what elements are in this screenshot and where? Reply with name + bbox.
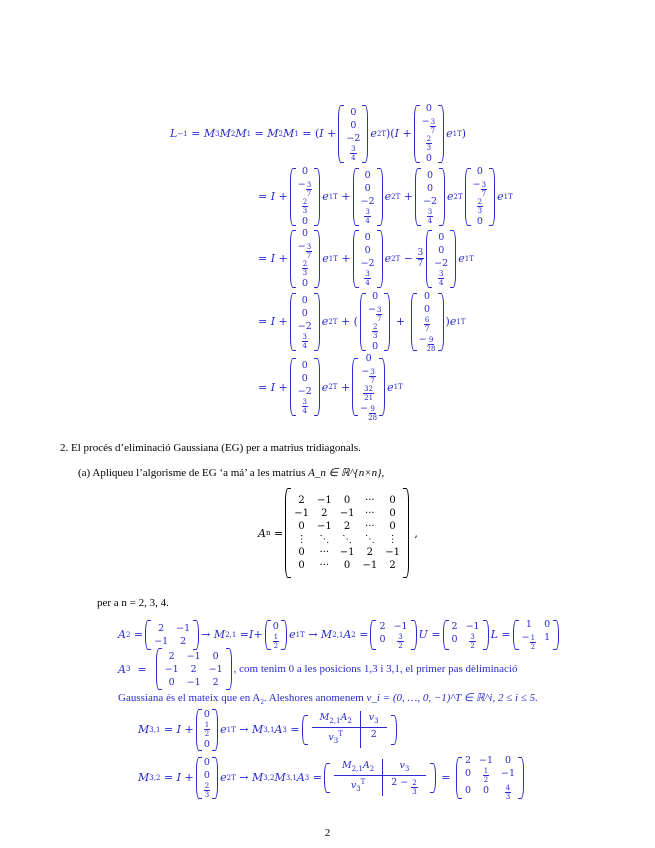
derivation-line-5: = I + 0 0 −2 $\frac{3}{4}$ e 2 T + 0 − $\frac{3}{7}$ $\frac{32}{21}$ − $\frac{9}{28}$ e 1 T xyxy=(258,353,403,422)
page-number: 2 xyxy=(324,827,331,839)
matrix-An-cell: 0 xyxy=(343,495,351,506)
item-2a-text: Apliqueu l’algorisme de EG ‘a má’ a les matrius xyxy=(92,467,306,479)
derivation-line-3: = I + 0 − $\frac{3}{7}$ $\frac{2}{3}$ 0 e 1 T + 0 0 −2 $\frac{3}{4}$ e 2 T − $\frac{3}{7}$ 0 0 −2 $\frac{3}{4}$ e 1 T xyxy=(258,228,474,289)
item-2a xyxy=(78,466,638,479)
solution-A3-line: A 3 = 2 −1 0 −1 2 −1 0 −1 2 , com tenim 0 a les posicions 1,3 i 3,1, el primer pas dèliminació xyxy=(118,648,517,690)
A3-text-3: . Aleshores anomenem xyxy=(263,692,364,704)
matrix-An-cell: −1 xyxy=(294,508,309,519)
item-2 xyxy=(60,442,620,454)
matrix-An-cell: −1 xyxy=(316,495,332,506)
for-n-line: per a n = 2, 3, 4. xyxy=(97,597,169,609)
A3-continuation: Gaussiana és el mateix que en $A_2$. Aleshores anomenem v_i = (0, …, 0, −1)^T ∈ ℝ^i, 2 ≤ i ≤ 5. xyxy=(118,692,538,707)
matrix-An-cell: ··· xyxy=(319,560,330,571)
derivation-line-4: = I + 0 0 −2 $\frac{3}{4}$ e 2 T + ( 0 − $\frac{3}{7}$ $\frac{2}{3}$ 0 + 0 0 $\frac{6}{7}$ − $\frac{9}{28}$ ) e 1 T xyxy=(258,291,466,353)
matrix-An-cell: ··· xyxy=(365,508,375,519)
matrix-An-cell: −1 xyxy=(385,547,400,558)
matrix-An-display: A n = 2 −1 0 ··· 0 −1 2 −1 ··· 0 0 −1 2 ··· 0 ⋮ ⋱ ⋱ ⋱ ⋮ 0 ··· −1 2 −1 0 ··· 0 −1 2 , xyxy=(258,488,418,578)
matrix-An-cell: 2 xyxy=(366,547,373,558)
matrix-An-cell: 0 xyxy=(298,521,305,532)
matrix-An-cell: ⋱ xyxy=(342,534,353,545)
matrix-An-cell: 2 xyxy=(343,521,351,532)
item-2a-math: A_n ∈ ℝ^{n×n}, xyxy=(308,467,385,479)
derivation-line-1: L −1 = M 3 M 2 M 1 = M 2 M 1 = ( I + 0 0 −2 $\frac{3}{4}$ e 2 T )( I + 0 − $\frac{3}{7}$ $\frac{2}{3}$ 0 e 1 T ) xyxy=(170,103,467,164)
item-2a-label: (a) xyxy=(78,467,91,479)
derivation-line-2: = I + 0 − $\frac{3}{7}$ $\frac{2}{3}$ 0 e 1 T + 0 0 −2 $\frac{3}{4}$ e 2 T + 0 0 −2 $\frac{3}{4}$ e 2 T 0 − $\frac{3}{7}$ $\frac{2}{3}$ 0 e 1 T xyxy=(258,166,513,227)
matrix-An-cell: ⋮ xyxy=(296,534,307,545)
matrix-An-cell: ··· xyxy=(365,495,375,506)
matrix-An-cell: 2 xyxy=(298,495,305,506)
matrix-An-cell: −1 xyxy=(316,521,332,532)
matrix-An-cell: 0 xyxy=(298,560,305,571)
solution-M32-line: M 3,2 = I + 0 0 $\frac{2}{3}$ e 2 T → M 3,2 M 3,1 A 3 = $M_{2,1}A_2$ $v_3$ $v_3^T$ 2 − $\frac{2}{3}$ = 2 −1 0 0 $\frac{1}{2}$ −1 0 0 $\frac{4}{3}$ xyxy=(138,754,526,801)
matrix-An-cell: 2 xyxy=(321,508,328,519)
matrix-An-cell: ··· xyxy=(319,547,330,558)
matrix-An-cell: ⋱ xyxy=(364,534,375,545)
matrix-An-cell: 0 xyxy=(389,495,396,506)
matrix-An xyxy=(291,494,403,572)
matrix-An-cell: 0 xyxy=(343,560,351,571)
matrix-An-cell: 0 xyxy=(389,521,396,532)
A3-text-2: Gaussiana és el mateix que en A xyxy=(118,692,261,704)
item-2-text: El procés d’eliminació Gaussiana (EG) per a matrius tridiagonals. xyxy=(71,442,361,454)
matrix-An-cell: −1 xyxy=(339,508,355,519)
matrix-An-cell: 0 xyxy=(389,508,396,519)
matrix-An-cell: ⋱ xyxy=(319,534,330,545)
matrix-An-cell: −1 xyxy=(339,547,355,558)
matrix-An-cell: 2 xyxy=(389,560,396,571)
matrix-An-cell: ⋮ xyxy=(387,534,398,545)
matrix-An-cell: ··· xyxy=(365,521,375,532)
matrix-An-cell: −1 xyxy=(362,560,378,571)
A3-text: , com tenim 0 a les posicions 1,3 i 3,1, el primer pas dèliminació xyxy=(233,663,518,675)
solution-A2-line: A 2 = 2 −1 −1 2 → M 2,1 = I + 0 $\frac{1}{2}$ e 1 T → M 2,1 A 2 = 2 −1 0 $\frac{3}{2}$ U = 2 −1 0 $\frac{3}{2}$ L = 1 0 − $\frac{1}{2}$ 1 xyxy=(118,618,561,651)
solution-M31-line: M 3,1 = I + 0 $\frac{1}{2}$ 0 e 1 T → M 3,1 A 3 = $M_{2,1}A_2$ $v_3$ $v_3^T$ 2 xyxy=(138,708,399,751)
matrix-An-cell: 0 xyxy=(298,547,305,558)
A3-text-4: v_i = (0, …, 0, −1)^T ∈ ℝ^i, 2 ≤ i ≤ 5. xyxy=(366,692,538,704)
item-2-number: 2. xyxy=(60,442,69,454)
